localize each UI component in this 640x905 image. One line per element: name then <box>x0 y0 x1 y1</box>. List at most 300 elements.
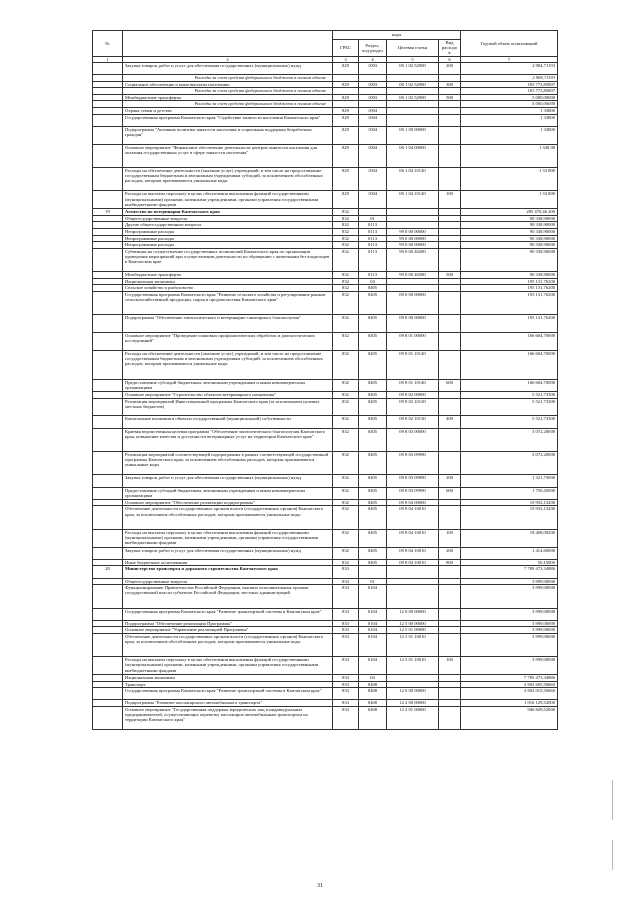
row-name: Расходы на обеспечение деятельности (оказание услуг) учреждений, в том числе на предоставление государственным бюджетным и автономным учреждениям субсидий, за исключением обособленных расходов, которым присваиваются уникальные коды <box>123 167 333 190</box>
row-number <box>93 700 123 707</box>
row-number <box>93 487 123 499</box>
table-row <box>93 278 558 285</box>
row-name: Предоставление субсидий бюджетным, автономным учреждениям и иным некоммерческим организациям <box>123 487 333 499</box>
row-article: 12 2 00 00000 <box>387 700 439 707</box>
column-index: 4 <box>359 56 387 62</box>
table-row <box>93 700 558 707</box>
row-name: Межбюджетные трансферты <box>123 94 333 101</box>
row-grbs: 832 <box>333 242 359 249</box>
row-section: 0408 <box>359 688 387 700</box>
row-name: Обеспечение деятельности государственных органов власти (государственных органов) Камчатского края, за исключением обособленных расходов, которым присваиваются уникальные коды <box>123 633 333 656</box>
row-section: 0405 <box>359 416 387 428</box>
row-grbs: 833 <box>333 675 359 682</box>
row-volume: 2 692 605,50660 <box>461 681 558 688</box>
row-grbs: 832 <box>333 222 359 229</box>
row-number <box>93 191 123 209</box>
table-row <box>93 657 558 675</box>
row-article: 99 0 00 40280 <box>387 272 439 279</box>
row-volume: 5 000,00000 <box>461 94 558 101</box>
row-section: 0113 <box>359 235 387 242</box>
table-row <box>93 506 558 529</box>
row-section: 0405 <box>359 529 387 547</box>
row-expense <box>439 126 461 144</box>
row-volume: 18 468,08200 <box>461 529 558 547</box>
row-grbs: 832 <box>333 333 359 351</box>
row-volume: 183 773,85807 <box>461 81 558 88</box>
row-name: Расходы на выплаты персоналу в целях обеспечения выполнения функций государственными (муниципальными) органами, казенными учреждениями, органами управления государственными внебюджетными фондами <box>123 657 333 675</box>
row-volume: 1 750,45000 <box>461 487 558 499</box>
page-number: 31 <box>317 883 323 889</box>
row-number: 20 <box>93 566 123 578</box>
row-grbs: 829 <box>333 81 359 88</box>
row-expense: 200 <box>439 62 461 74</box>
row-number <box>93 114 123 126</box>
table-row <box>93 107 558 114</box>
row-volume: 3 072,20000 <box>461 428 558 451</box>
row-article: 09 8 01 10140 <box>387 379 439 391</box>
row-number <box>93 333 123 351</box>
row-name: Основное мероприятие "Управление реализацией Программы" <box>123 627 333 634</box>
row-number <box>93 126 123 144</box>
row-volume: 5 521,73300 <box>461 398 558 416</box>
row-section: 1003 <box>359 62 387 74</box>
row-number <box>93 475 123 487</box>
row-section: 1003 <box>359 94 387 101</box>
row-name: Субвенции на осуществление государственных полномочий Камчатского края по организации проведения мероприятий при осуществлении деятельности по обращению с животными без владельцев в Камчатском крае <box>123 248 333 271</box>
row-expense <box>439 242 461 249</box>
row-expense: 300 <box>439 81 461 88</box>
table-row <box>93 228 558 235</box>
row-article: 12 5 01 10010 <box>387 633 439 656</box>
row-expense <box>439 315 461 333</box>
row-section: 0405 <box>359 499 387 506</box>
row-article: 99 0 00 00000 <box>387 242 439 249</box>
row-expense: 600 <box>439 379 461 391</box>
row-grbs: 833 <box>333 620 359 627</box>
row-grbs: 832 <box>333 350 359 379</box>
row-expense: 500 <box>439 272 461 279</box>
row-article: 12 0 00 00000 <box>387 688 439 700</box>
row-article: 09 8 04 10010 <box>387 547 439 559</box>
row-grbs: 829 <box>333 167 359 190</box>
row-article: 06 1 04 10140 <box>387 167 439 190</box>
row-volume: 166 604,70000 <box>461 333 558 351</box>
row-volume: 1 016 129,52000 <box>461 700 558 707</box>
row-name: Расходы за счет средств федерального бюджета в полном объеме <box>123 75 333 82</box>
row-grbs: 833 <box>333 608 359 620</box>
row-expense <box>439 428 461 451</box>
table-row <box>93 416 558 428</box>
row-name: Расходы на выплаты персоналу в целях обеспечения выполнения функций государственными (муниципальными) органами, казенными учреждениями, органами управления государственными внебюджетными фондами <box>123 191 333 209</box>
row-name: Министерство транспорта и дорожного строительства Камчатского края <box>123 566 333 578</box>
row-expense <box>439 144 461 167</box>
row-number <box>93 291 123 314</box>
row-article: 12 5 01 00000 <box>387 627 439 634</box>
table-row <box>93 633 558 656</box>
row-grbs: 829 <box>333 114 359 126</box>
row-section <box>359 101 387 108</box>
table-row <box>93 608 558 620</box>
row-name: Другие общегосударственные вопросы <box>123 222 333 229</box>
row-article: 06 1 02 52900 <box>387 94 439 101</box>
row-grbs <box>333 88 359 95</box>
row-grbs: 832 <box>333 398 359 416</box>
row-article: 99 0 00 40280 <box>387 248 439 271</box>
row-article: 06 1 04 00000 <box>387 144 439 167</box>
table-note-row <box>93 101 558 108</box>
row-grbs: 833 <box>333 657 359 675</box>
row-grbs: 832 <box>333 215 359 222</box>
row-number <box>93 578 123 585</box>
row-expense <box>439 392 461 399</box>
row-section: 1004 <box>359 126 387 144</box>
row-article: 06 1 04 10140 <box>387 191 439 209</box>
row-name: Государственная программа Камчатского края "Содействие занятости населения Камчатского края" <box>123 114 333 126</box>
row-volume: 90 338,90000 <box>461 222 558 229</box>
row-name: Расходы за счет средств федерального бюджета в полном объеме <box>123 88 333 95</box>
row-section: 0405 <box>359 315 387 333</box>
row-section: 0405 <box>359 547 387 559</box>
row-volume: 90 338,90000 <box>461 235 558 242</box>
row-grbs: 829 <box>333 107 359 114</box>
table-row <box>93 62 558 74</box>
table-row <box>93 285 558 292</box>
row-volume: 90 338,90000 <box>461 215 558 222</box>
row-name: Реализация мероприятий Инвестиционной программы Камчатского края (за исключением целевых местных бюджетов) <box>123 398 333 416</box>
row-name: Закупка товаров, работ и услуг для обеспечения государственных (муниципальных) нужд <box>123 62 333 74</box>
table-row <box>93 350 558 379</box>
row-expense <box>439 700 461 707</box>
row-number <box>93 235 123 242</box>
row-name: Социальное обеспечение и иные выплаты населению <box>123 81 333 88</box>
row-number <box>93 248 123 271</box>
row-section <box>359 209 387 216</box>
row-expense <box>439 633 461 656</box>
table-row <box>93 272 558 279</box>
row-volume: 3 999,00000 <box>461 657 558 675</box>
row-expense <box>439 88 461 95</box>
row-number <box>93 392 123 399</box>
table-row <box>93 675 558 682</box>
row-expense: 200 <box>439 547 461 559</box>
row-section: 0113 <box>359 242 387 249</box>
row-grbs: 833 <box>333 633 359 656</box>
row-section: 0405 <box>359 350 387 379</box>
row-volume: 946 829,52000 <box>461 707 558 730</box>
table-row <box>93 144 558 167</box>
column-index: 7 <box>461 56 558 62</box>
row-section: 0405 <box>359 333 387 351</box>
row-section: 0405 <box>359 452 387 475</box>
row-grbs: 832 <box>333 285 359 292</box>
budget-table <box>92 30 558 730</box>
row-article: 99 0 00 00000 <box>387 235 439 242</box>
row-expense <box>439 578 461 585</box>
row-name: Подпрограмма "Развитие пассажирского автомобильного транспорта" <box>123 700 333 707</box>
row-name: Предоставление субсидий бюджетным, автономным учреждениям и иным некоммерческим организациям <box>123 379 333 391</box>
row-name: Агентство по ветеринарии Камчатского края <box>123 209 333 216</box>
row-section: 1004 <box>359 167 387 190</box>
row-section: 0104 <box>359 657 387 675</box>
row-name: Подпрограмма "Активная политика занятости населения и социальная поддержка безработных граждан" <box>123 126 333 144</box>
row-number <box>93 428 123 451</box>
row-name: Подпрограмма "Обеспечение реализации Программы" <box>123 620 333 627</box>
row-name: Капитальные вложения в объекты государственной (муниципальной) собственности <box>123 416 333 428</box>
table-row <box>93 248 558 271</box>
table-row <box>93 681 558 688</box>
row-volume: 7 785 473,34886 <box>461 675 558 682</box>
row-number <box>93 167 123 190</box>
row-volume: 5 521,73300 <box>461 416 558 428</box>
row-article: 06 1 02 52900 <box>387 62 439 74</box>
row-section: 0408 <box>359 700 387 707</box>
column-index: 1 <box>93 56 123 62</box>
row-name: Иные бюджетные ассигнования <box>123 559 333 566</box>
table-row <box>93 94 558 101</box>
row-article <box>387 285 439 292</box>
row-section: 1004 <box>359 191 387 209</box>
row-expense <box>439 114 461 126</box>
row-grbs: 832 <box>333 499 359 506</box>
row-expense <box>439 222 461 229</box>
row-article <box>387 681 439 688</box>
row-number <box>93 144 123 167</box>
row-expense <box>439 707 461 730</box>
row-article <box>387 88 439 95</box>
row-number <box>93 547 123 559</box>
row-number <box>93 506 123 529</box>
row-expense <box>439 215 461 222</box>
row-name: Обеспечение деятельности государственных органов власти (государственных органов) Камчатского края, за исключением обособленных расходов, которым присваиваются уникальные коды <box>123 506 333 529</box>
table-row <box>93 81 558 88</box>
row-section: 1003 <box>359 81 387 88</box>
row-name: Общегосударственные вопросы <box>123 578 333 585</box>
row-name: Непрограммные расходы <box>123 228 333 235</box>
row-article: 09 8 04 00000 <box>387 499 439 506</box>
row-grbs: 832 <box>333 291 359 314</box>
row-grbs: 832 <box>333 428 359 451</box>
row-number <box>93 107 123 114</box>
row-article: 09 8 00 00000 <box>387 315 439 333</box>
row-section: 0405 <box>359 559 387 566</box>
row-grbs: 833 <box>333 700 359 707</box>
row-number <box>93 627 123 634</box>
row-section: 0405 <box>359 398 387 416</box>
table-row <box>93 452 558 475</box>
row-expense <box>439 75 461 82</box>
row-number <box>93 350 123 379</box>
row-section: 0405 <box>359 506 387 529</box>
row-name: Охрана семьи и детства <box>123 107 333 114</box>
row-volume: 90 338,90000 <box>461 228 558 235</box>
row-section: 0113 <box>359 272 387 279</box>
column-index: 3 <box>333 56 359 62</box>
row-article: 09 8 02 00000 <box>387 392 439 399</box>
row-section: 01 <box>359 215 387 222</box>
row-expense <box>439 285 461 292</box>
row-volume: 3 072,20000 <box>461 452 558 475</box>
row-volume: 3 999,00000 <box>461 620 558 627</box>
row-number <box>93 81 123 88</box>
row-number <box>93 62 123 74</box>
row-volume: 2 984,71193 <box>461 62 558 74</box>
row-section <box>359 75 387 82</box>
row-number <box>93 675 123 682</box>
row-grbs: 833 <box>333 578 359 585</box>
row-number <box>93 228 123 235</box>
row-volume: 195 131,76200 <box>461 291 558 314</box>
row-name: Расходы на выплаты персоналу в целях обеспечения выполнения функций государственными (муниципальными) органами, казенными учреждениями, органами управления государственными внебюджетными фондами <box>123 529 333 547</box>
table-note-row <box>93 75 558 82</box>
row-number <box>93 379 123 391</box>
row-name: Национальная экономика <box>123 278 333 285</box>
row-grbs: 833 <box>333 707 359 730</box>
row-article: 09 8 03 09990 <box>387 452 439 475</box>
row-article <box>387 278 439 285</box>
table-row <box>93 487 558 499</box>
row-name: Основное мероприятие "Финансовое обеспечение деятельности центров занятости населения для оказания государственных услуг в сфере занятости населения" <box>123 144 333 167</box>
table-row <box>93 707 558 730</box>
row-number <box>93 452 123 475</box>
row-volume: 195 131,76200 <box>461 278 558 285</box>
header-grbs: ГРБС <box>333 40 359 57</box>
row-name: Расходы за счет средств федерального бюджета в полном объеме <box>123 101 333 108</box>
row-grbs: 832 <box>333 416 359 428</box>
row-section <box>359 88 387 95</box>
row-grbs: 829 <box>333 191 359 209</box>
row-number <box>93 620 123 627</box>
table-row <box>93 547 558 559</box>
row-number <box>93 285 123 292</box>
row-expense <box>439 228 461 235</box>
row-expense <box>439 585 461 608</box>
table-row <box>93 559 558 566</box>
table-row <box>93 578 558 585</box>
row-grbs: 832 <box>333 228 359 235</box>
row-expense <box>439 101 461 108</box>
table-row <box>93 315 558 333</box>
row-expense <box>439 620 461 627</box>
row-article: 09 8 02 10130 <box>387 398 439 416</box>
row-section: 0405 <box>359 475 387 487</box>
row-article <box>387 114 439 126</box>
row-section: 1004 <box>359 107 387 114</box>
column-index: 6 <box>439 56 461 62</box>
row-name: Национальная экономика <box>123 675 333 682</box>
row-expense <box>439 278 461 285</box>
row-name: Общегосударственные вопросы <box>123 215 333 222</box>
row-volume: 2 692 015,50660 <box>461 688 558 700</box>
row-expense <box>439 398 461 416</box>
table-row <box>93 627 558 634</box>
row-section: 0405 <box>359 428 387 451</box>
row-article: 12 2 01 00000 <box>387 707 439 730</box>
row-expense: 400 <box>439 416 461 428</box>
row-article: 99 0 00 00000 <box>387 228 439 235</box>
row-section: 01 <box>359 578 387 585</box>
row-name: Расходы на обеспечение деятельности (оказание услуг) учреждений, в том числе на предоставление государственным бюджетным и автономным учреждениям субсидий, за исключением обособленных расходов, которым присваиваются уникальные коды <box>123 350 333 379</box>
row-article <box>387 209 439 216</box>
row-number <box>93 94 123 101</box>
budget-table-sheet <box>92 30 557 730</box>
row-article: 09 8 04 10010 <box>387 529 439 547</box>
row-expense: 200 <box>439 475 461 487</box>
row-section: 1004 <box>359 144 387 167</box>
table-row <box>93 167 558 190</box>
row-section: 0113 <box>359 228 387 235</box>
row-number <box>93 75 123 82</box>
row-section: 0104 <box>359 585 387 608</box>
row-name: Реализация мероприятий соответствующей подпрограммы в рамках соответствующей государственной программы Камчатского края, за исключением обособленных расходов, которым присваиваются уникальные коды <box>123 452 333 475</box>
row-article <box>387 578 439 585</box>
row-expense: 100 <box>439 529 461 547</box>
row-section: 0104 <box>359 620 387 627</box>
row-number <box>93 416 123 428</box>
row-volume: 1 33800 <box>461 114 558 126</box>
row-volume: 285 470,46 200 <box>461 209 558 216</box>
row-article: 09 8 04 10010 <box>387 506 439 529</box>
table-row <box>93 333 558 351</box>
row-volume: 195 131,76200 <box>461 315 558 333</box>
row-expense <box>439 291 461 314</box>
row-section: 0405 <box>359 379 387 391</box>
row-name: Государственная программа Камчатского края "Развитие сельского хозяйства и регулирование рынков сельскохозяйственной продукции, сырья и продовольствия Камчатского края" <box>123 291 333 314</box>
row-expense <box>439 675 461 682</box>
table-row <box>93 215 558 222</box>
row-volume: 166 604,70000 <box>461 350 558 379</box>
row-volume: 90 338,90000 <box>461 242 558 249</box>
row-section: 0405 <box>359 285 387 292</box>
row-number <box>93 499 123 506</box>
row-expense: 500 <box>439 94 461 101</box>
row-number <box>93 278 123 285</box>
table-row <box>93 114 558 126</box>
row-grbs: 832 <box>333 315 359 333</box>
row-volume: 183 773,85807 <box>461 88 558 95</box>
row-number <box>93 88 123 95</box>
row-expense <box>439 452 461 475</box>
row-name: Государственная программа Камчатского края "Развитие транспортной системы в Камчатском крае" <box>123 608 333 620</box>
row-article: 09 8 03 09990 <box>387 487 439 499</box>
row-section <box>359 566 387 578</box>
row-grbs: 832 <box>333 487 359 499</box>
table-row <box>93 209 558 216</box>
row-number <box>93 657 123 675</box>
row-name: Закупка товаров, работ и услуг для обеспечения государственных (муниципальных) нужд <box>123 547 333 559</box>
row-section: 0405 <box>359 392 387 399</box>
row-grbs: 832 <box>333 452 359 475</box>
row-number <box>93 585 123 608</box>
row-number <box>93 559 123 566</box>
row-name: Функционирование Правительства Российской Федерации, высших исполнительных органов государственной власти субъектов Российской Федерации, местных администраций <box>123 585 333 608</box>
row-expense <box>439 333 461 351</box>
row-section: 0405 <box>359 291 387 314</box>
row-volume: 2 984,71193 <box>461 75 558 82</box>
row-grbs <box>333 75 359 82</box>
row-article <box>387 585 439 608</box>
row-expense <box>439 107 461 114</box>
row-section: 0113 <box>359 222 387 229</box>
row-name: Основное мероприятие "Строительство объектов ветеринарного назначения" <box>123 392 333 399</box>
row-grbs: 832 <box>333 209 359 216</box>
row-grbs: 833 <box>333 688 359 700</box>
table-row <box>93 379 558 391</box>
table-body <box>93 62 558 730</box>
row-volume: 7 789 473,34886 <box>461 566 558 578</box>
row-grbs: 832 <box>333 529 359 547</box>
row-section: 04 <box>359 675 387 682</box>
row-article: 09 0 00 00000 <box>387 291 439 314</box>
